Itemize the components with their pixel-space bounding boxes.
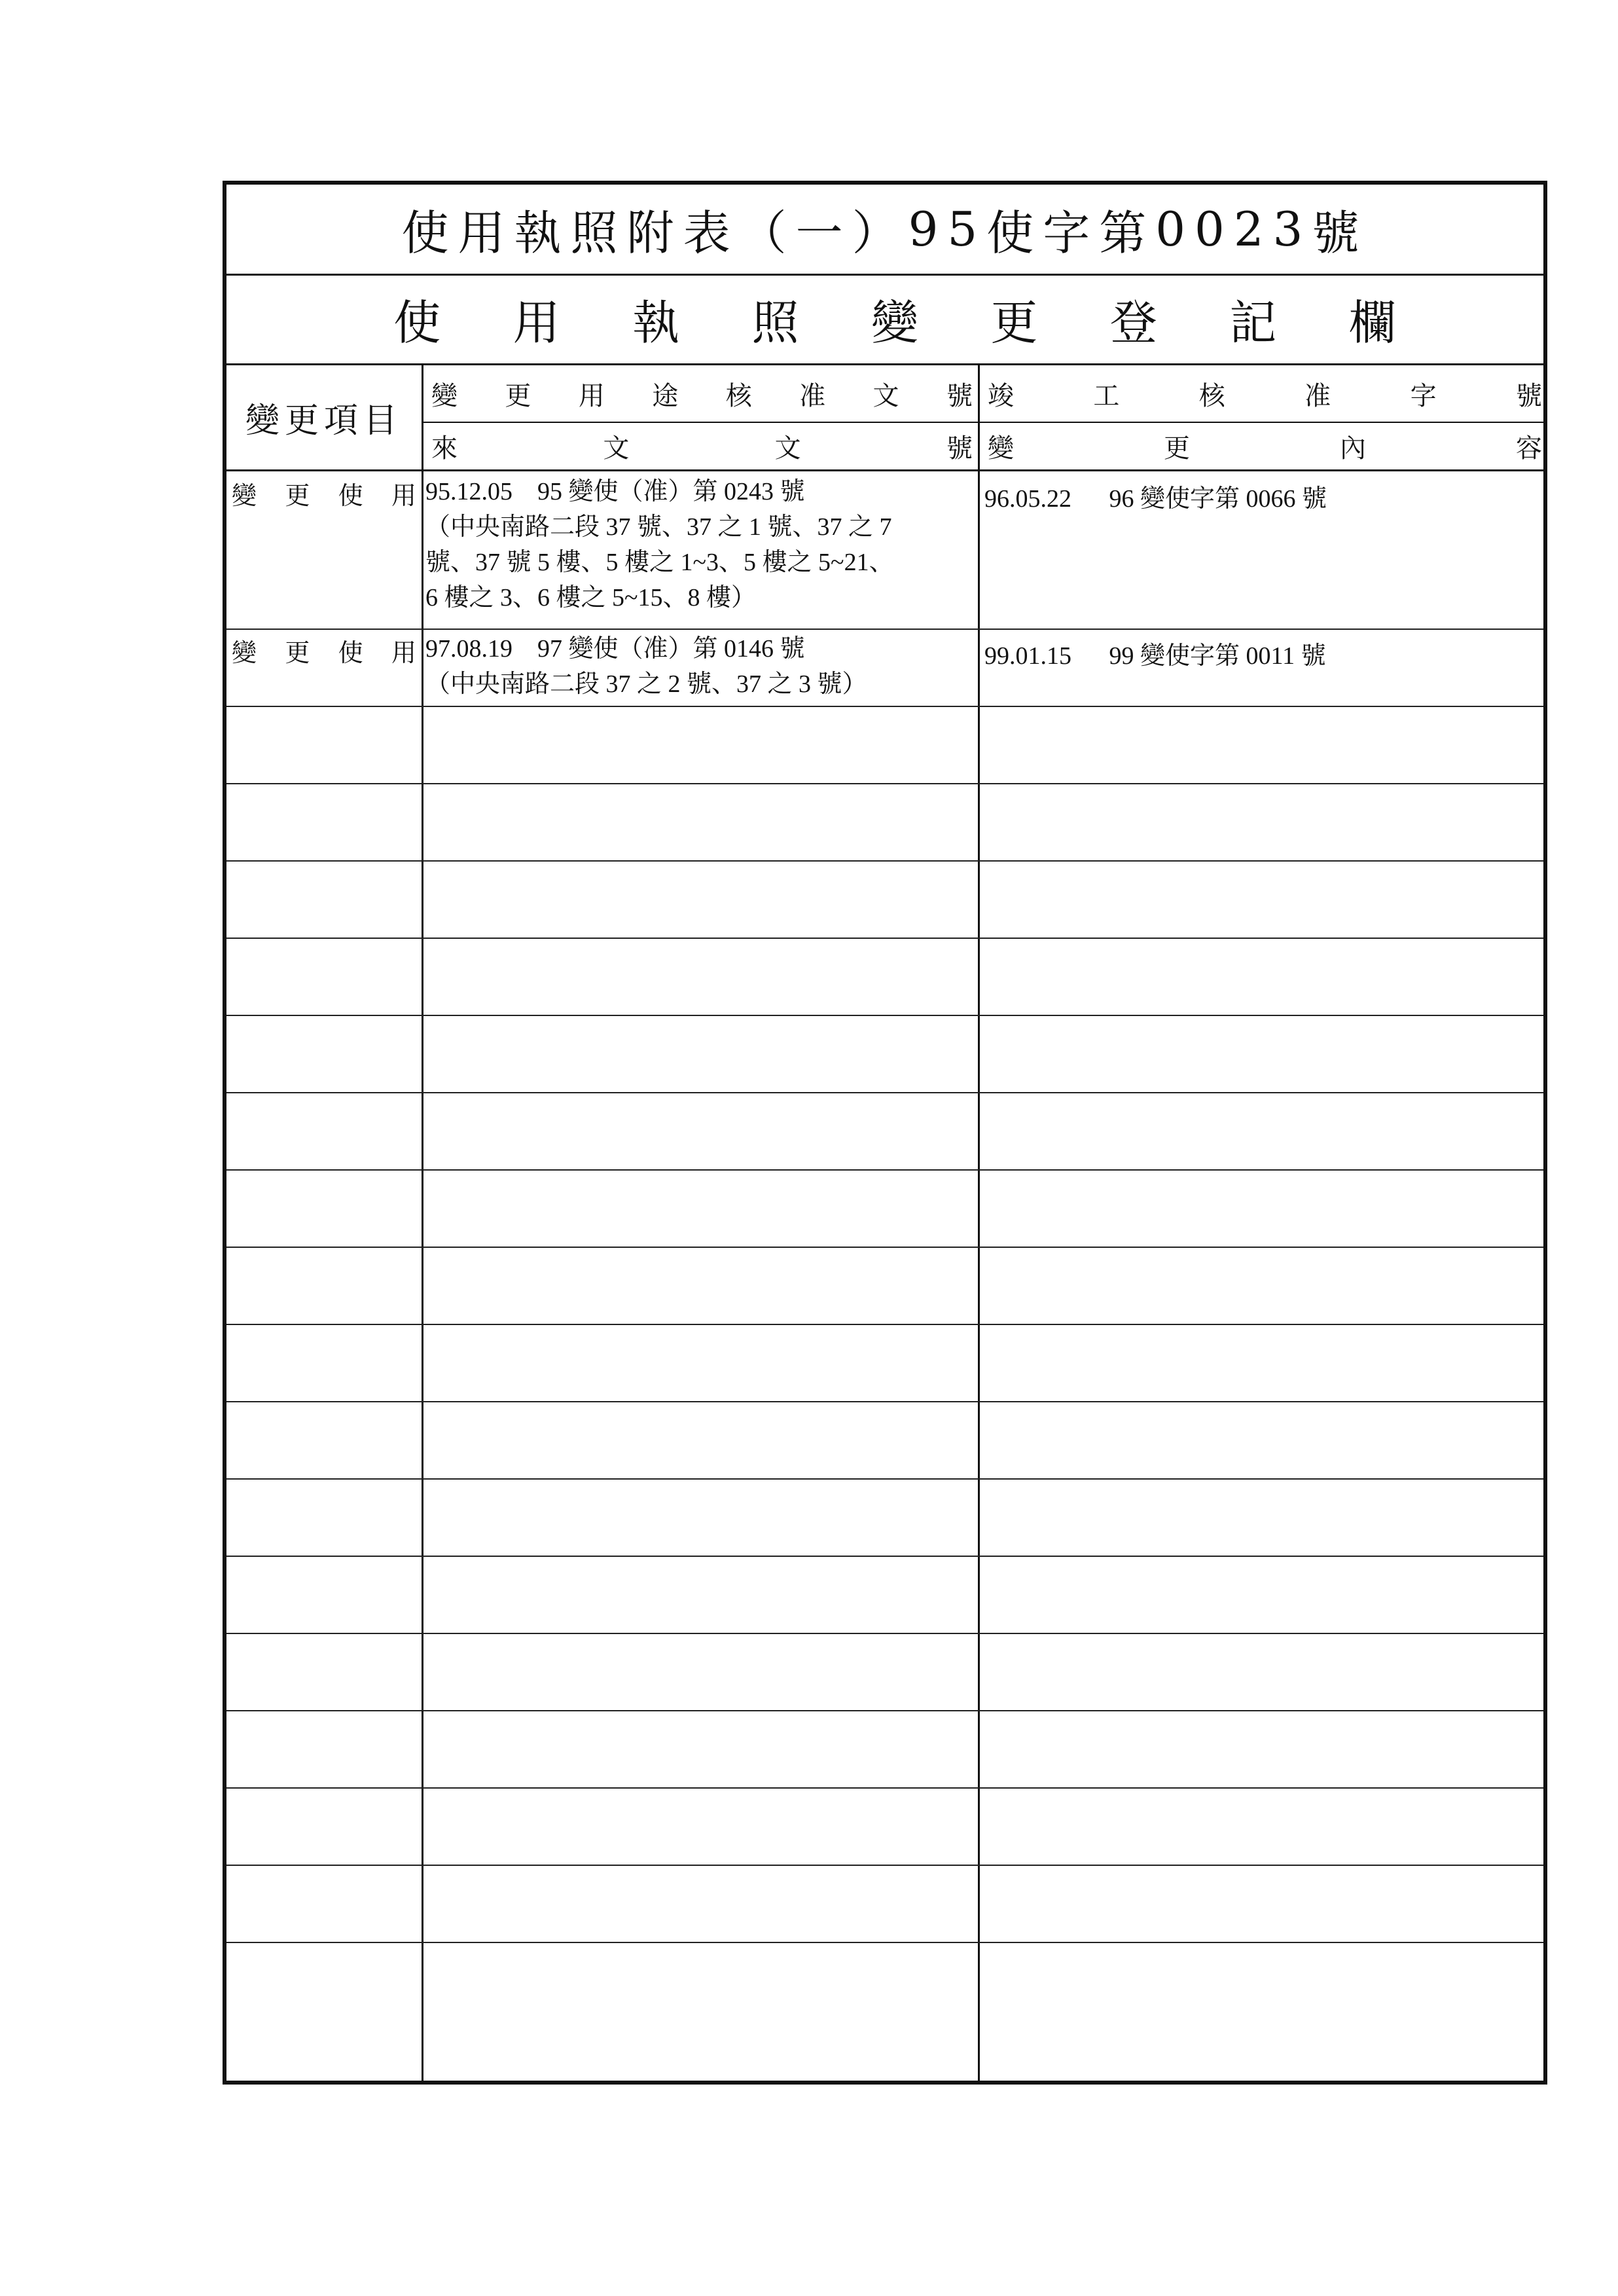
title-char: 0023: [1155, 202, 1312, 257]
table-row: [226, 471, 1543, 630]
item-char: 更: [285, 481, 310, 510]
header-char: 變: [431, 380, 458, 411]
title-char: 95: [908, 202, 987, 257]
title-char: 照: [570, 206, 627, 261]
form-subtitle: [226, 274, 1543, 365]
title-char: 表: [683, 206, 740, 261]
subtitle-char: 用: [512, 295, 560, 350]
header-char: 核: [1198, 380, 1225, 411]
subtitle-char: 執: [632, 295, 680, 350]
header-char: 號: [946, 380, 973, 411]
header-char: 容: [1516, 433, 1542, 464]
register-table: [226, 365, 1543, 2081]
header-approval-doc-no: [423, 365, 978, 423]
title-char: 執: [514, 206, 571, 261]
header-char: 變: [988, 433, 1014, 464]
title-char: 使: [401, 206, 458, 261]
subtitle-char: 記: [1229, 295, 1277, 350]
item-char: 使: [338, 481, 363, 510]
item-char: 用: [391, 638, 416, 667]
item-char: 更: [285, 638, 310, 667]
header-char: 來: [431, 433, 458, 464]
license-attachment-form: [223, 181, 1547, 2085]
doc-line: （中央南路二段 37 號、37 之 1 號、37 之 7: [425, 513, 892, 541]
subtitle-char: 登: [1109, 295, 1157, 350]
completion-date: 96.05.22: [984, 485, 1071, 513]
header-char: 核: [725, 380, 752, 411]
empty-row: [226, 1865, 1543, 1943]
item-char: 變: [232, 481, 257, 510]
item-char: 用: [391, 481, 416, 510]
header-char: 更: [505, 380, 531, 411]
approval-doc-cell: [425, 474, 975, 615]
header-char: 准: [799, 380, 826, 411]
empty-row: [226, 1092, 1543, 1171]
doc-line: 6 樓之 3、6 樓之 5~15、8 樓）: [425, 584, 757, 611]
doc-line: （中央南路二段 37 之 2 號、37 之 3 號）: [425, 670, 867, 698]
header-char: 字: [1410, 380, 1437, 411]
header-char: 准: [1304, 380, 1331, 411]
header-char: 文: [603, 433, 630, 464]
empty-row: [226, 1401, 1543, 1480]
header-char: 用: [578, 380, 605, 411]
header-incoming-doc-no: [423, 423, 978, 471]
header-char: 工: [1093, 380, 1120, 411]
form-title: [226, 185, 1543, 276]
completion-date: 99.01.15: [984, 642, 1071, 670]
doc-line: 97.08.19 97 變使（准）第 0146 號: [425, 635, 805, 663]
subtitle-char: 欄: [1348, 295, 1396, 350]
empty-row: [226, 1556, 1543, 1634]
subtitle-char: 使: [393, 295, 441, 350]
header-char: 文: [872, 380, 899, 411]
approval-doc-cell: [425, 631, 975, 702]
completion-no: 96 變使字第 0066 號: [1109, 485, 1327, 513]
header-change-item: 變更項目: [226, 365, 422, 471]
change-item-cell: [232, 632, 416, 668]
empty-row: [226, 1247, 1543, 1325]
empty-row: [226, 1787, 1543, 1866]
completion-cell: [984, 478, 1541, 514]
title-char: 號: [1312, 206, 1369, 261]
subtitle-char: 照: [751, 295, 799, 350]
empty-row: [226, 1169, 1543, 1248]
title-char: 用: [458, 206, 514, 261]
header-char: 更: [1164, 433, 1190, 464]
table-row: [226, 629, 1543, 707]
doc-line: 95.12.05 95 變使（准）第 0243 號: [425, 478, 805, 505]
completion-no: 99 變使字第 0011 號: [1109, 642, 1326, 670]
empty-row: [226, 1015, 1543, 1093]
empty-row: [226, 1324, 1543, 1402]
empty-row: [226, 1478, 1543, 1557]
header-char: 內: [1340, 433, 1366, 464]
empty-row: [226, 938, 1543, 1016]
header-change-content: [980, 423, 1547, 471]
header-char: 竣: [988, 380, 1014, 411]
empty-row: [226, 1710, 1543, 1789]
title-char: 附: [626, 206, 683, 261]
completion-cell: [984, 635, 1541, 671]
empty-row: [226, 783, 1543, 862]
subtitle-char: 變: [871, 295, 918, 350]
header-char: 途: [652, 380, 679, 411]
doc-line: 號、37 號 5 樓、5 樓之 1~3、5 樓之 5~21、: [425, 549, 894, 576]
item-char: 變: [232, 638, 257, 667]
empty-row: [226, 1633, 1543, 1711]
empty-row: [226, 706, 1543, 784]
empty-row: [226, 860, 1543, 939]
header-char: 文: [774, 433, 801, 464]
empty-row: [226, 1942, 1543, 2019]
header-char: 號: [946, 433, 973, 464]
header-completion-approval-no: [980, 365, 1547, 423]
title-char: 使字第: [986, 206, 1156, 261]
subtitle-char: 更: [990, 295, 1038, 350]
title-char: （一）: [739, 206, 908, 261]
change-item-cell: [232, 475, 416, 511]
header-char: 號: [1515, 380, 1542, 411]
item-char: 使: [338, 638, 363, 667]
